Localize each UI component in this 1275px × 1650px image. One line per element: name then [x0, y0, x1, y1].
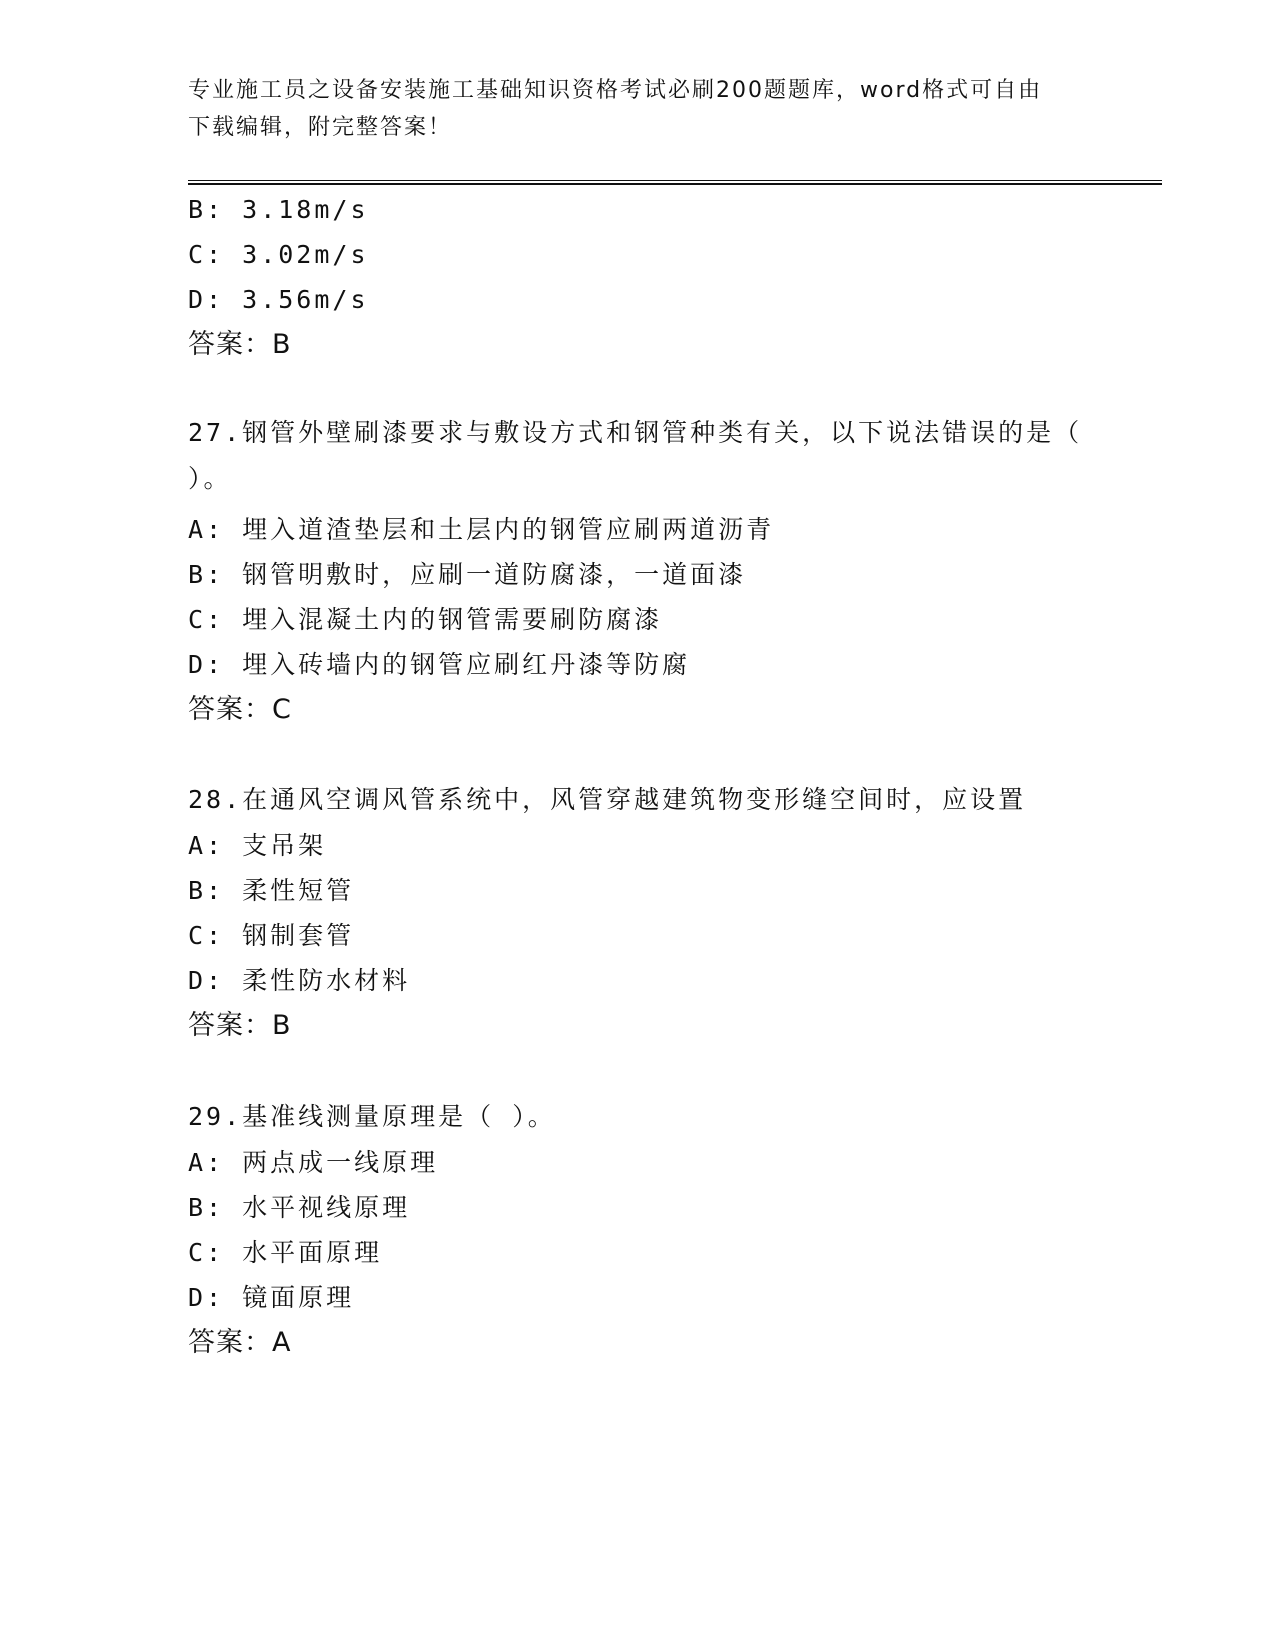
header-line-2: 下载编辑，附完整答案！ — [188, 115, 453, 140]
q29-option-d: D: 镜面原理 — [188, 1283, 355, 1312]
q29-answer: 答案：A — [188, 1327, 292, 1358]
q28-stem: 28.在通风空调风管系统中，风管穿越建筑物变形缝空间时，应设置 — [188, 785, 1027, 814]
q28-option-c: C: 钢制套管 — [188, 921, 355, 950]
q29-stem: 29.基准线测量原理是（ ）。 — [188, 1102, 556, 1131]
q27-option-d: D: 埋入砖墙内的钢管应刷红丹漆等防腐 — [188, 650, 691, 679]
q28-answer: 答案：B — [188, 1010, 292, 1041]
q26-option-c: C: 3.02m/s — [188, 240, 369, 269]
q27-option-b: B: 钢管明敷时，应刷一道防腐漆，一道面漆 — [188, 560, 747, 589]
q27-option-c: C: 埋入混凝土内的钢管需要刷防腐漆 — [188, 605, 663, 634]
q29-option-b: B: 水平视线原理 — [188, 1193, 411, 1222]
q28-option-b: B: 柔性短管 — [188, 876, 355, 905]
q27-stem: 27.钢管外壁刷漆要求与敷设方式和钢管种类有关，以下说法错误的是（ ）。 — [188, 418, 1083, 493]
q28-option-a: A: 支吊架 — [188, 831, 327, 860]
q26-option-b: B: 3.18m/s — [188, 195, 369, 224]
q27-option-a: A: 埋入道渣垫层和土层内的钢管应刷两道沥青 — [188, 515, 775, 544]
q29-option-a: A: 两点成一线原理 — [188, 1148, 439, 1177]
q29-option-c: C: 水平面原理 — [188, 1238, 383, 1267]
q28-option-d: D: 柔性防水材料 — [188, 966, 411, 995]
q26-answer: 答案：B — [188, 329, 292, 360]
header-divider — [188, 180, 1162, 185]
q26-option-d: D: 3.56m/s — [188, 285, 369, 314]
document-header — [188, 72, 1098, 146]
q27-answer: 答案：C — [188, 694, 292, 725]
header-line-1: 专业施工员之设备安装施工基础知识资格考试必刷200题题库，word格式可自由 — [188, 78, 1043, 103]
